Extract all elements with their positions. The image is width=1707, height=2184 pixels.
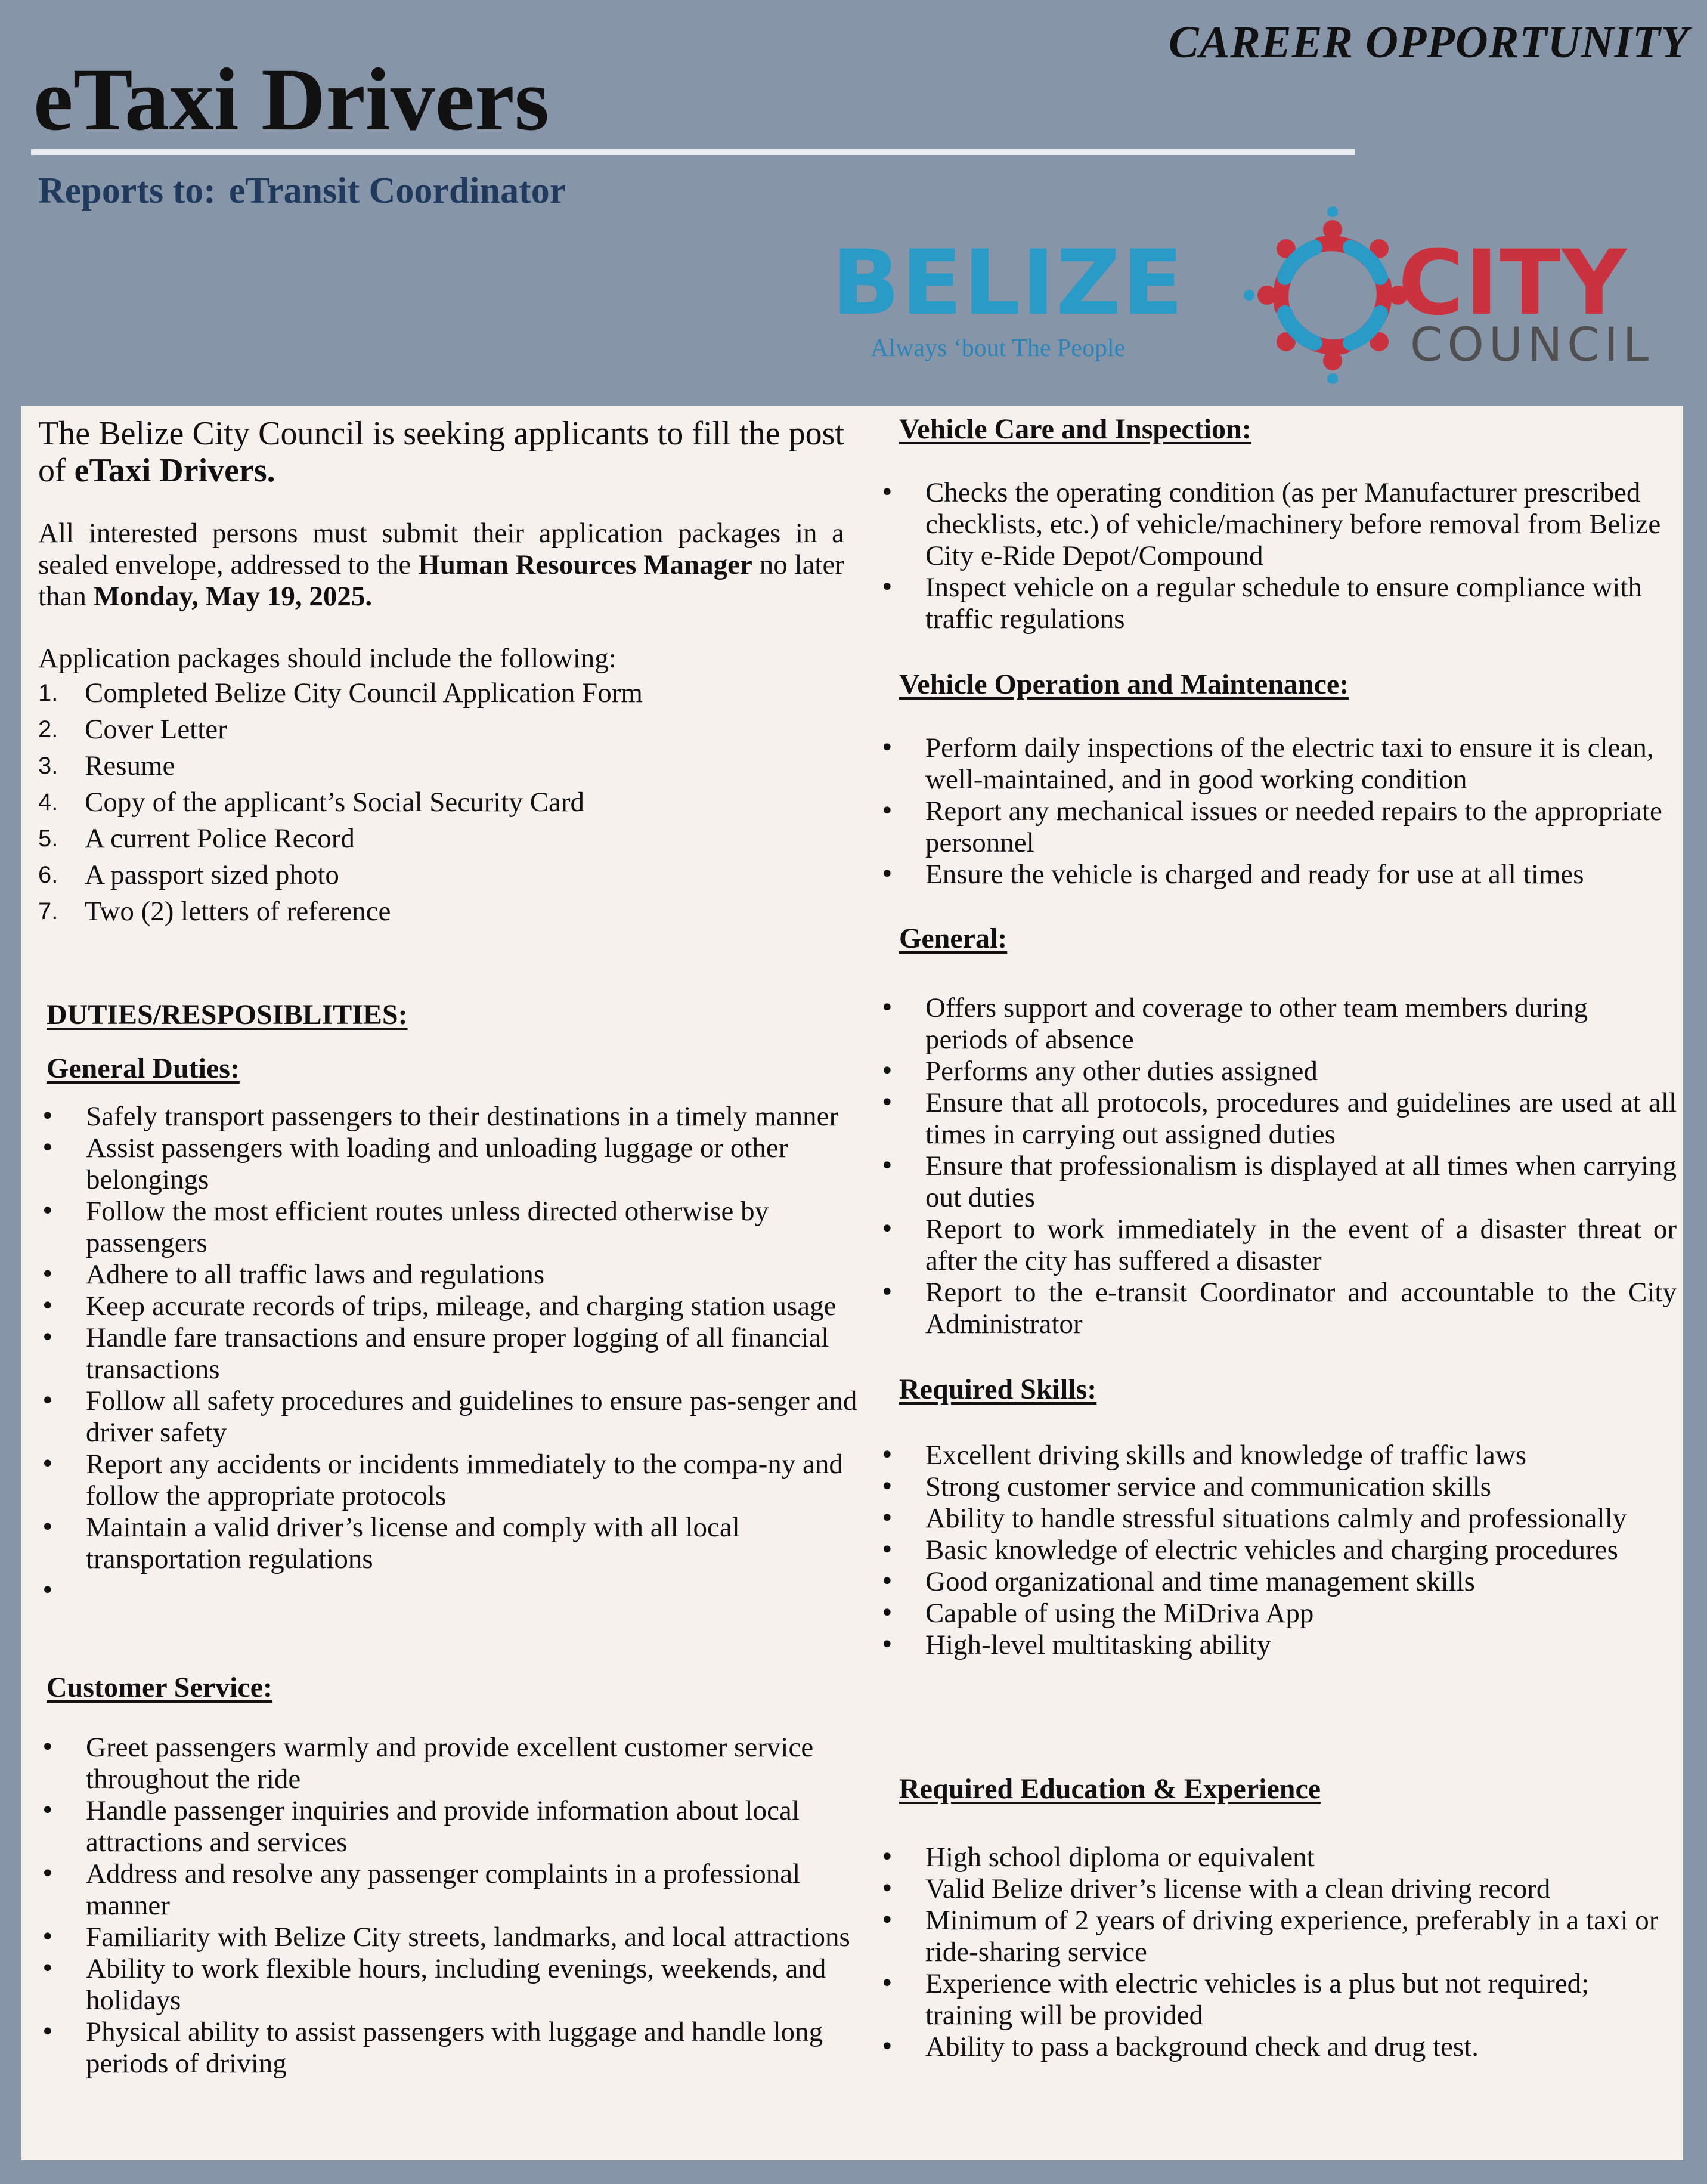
package-item [38,711,844,748]
package-item-text: Completed Belize City Council Application Form [85,678,643,709]
bullet-icon: • [880,1907,894,1934]
list-item [38,1385,885,1449]
bullet-icon: • [880,2033,894,2061]
package-item-text: Copy of the applicant’s Social Security Card [85,787,584,818]
bullet-icon: • [880,797,894,825]
package-item-number: 5. [38,825,58,852]
list-item [878,1842,1677,1873]
general-duties-heading: General Duties: [47,1053,240,1084]
list-item-text: Report any accidents or incidents immediately to the compa-ny and follow the appropriate protocols [86,1449,843,1511]
bullet-icon: • [41,1923,55,1951]
bullet-icon: • [880,1631,894,1659]
list-item [38,1512,885,1575]
list-item [878,1968,1677,2031]
bullet-icon: • [41,1955,55,1982]
bullet-icon: • [41,1514,55,1541]
list-item [878,1566,1677,1598]
list-item [38,1858,885,1922]
list-item [38,1953,885,2016]
list-item [878,1535,1677,1566]
package-item [38,893,844,930]
bullet-icon: • [880,1568,894,1595]
list-item [38,1795,885,1858]
bullet-icon: • [41,1450,55,1478]
title-divider [31,149,1355,155]
list-item-text: Experience with electric vehicles is a plus but not required; training will be provided [925,1968,1590,2031]
package-item-number: 3. [38,753,58,779]
reports-value: eTransit Coordinator [228,171,566,211]
bullet-icon: • [880,1215,894,1243]
seeking-post-name: eTaxi Drivers. [74,452,275,489]
bullet-icon: • [880,1600,894,1627]
list-item-text: Handle passenger inquiries and provide information about local attractions and services [86,1795,800,1858]
bullet-icon: • [41,1292,55,1320]
list-item-text: High-level multitasking ability [925,1629,1271,1660]
bullet-icon: • [880,1473,894,1501]
deadline-date: Monday, May 19, 2025. [93,581,373,612]
list-item [38,1449,885,1512]
list-item [878,1150,1677,1214]
list-item-text: Physical ability to assist passengers with luggage and handle long periods of driving [86,2016,823,2079]
submission-text: All interested persons must submit their application packages in a sealed envelope, addressed to the [38,518,844,580]
bullet-icon: • [880,1152,894,1180]
seeking-text: The Belize City Council is seeking applicants to fill the post of [38,415,844,489]
list-item [878,1471,1677,1503]
customer-service-heading: Customer Service: [47,1672,272,1703]
bullet-icon: • [880,1279,894,1306]
list-item [878,572,1677,635]
job-title: eTaxi Drivers [33,50,550,149]
package-item-text: Resume [85,750,175,781]
list-item-text: Report to work immediately in the event of a disaster threat or after the city has suffered a disaster [925,1214,1677,1276]
bullet-icon: • [880,861,894,888]
duties-title: DUTIES/RESPOSIBLITIES: [47,999,408,1031]
bullet-icon: • [880,1536,894,1564]
list-item [878,859,1677,890]
list-item-text: Strong customer service and communication skills [925,1471,1491,1502]
list-item [878,796,1677,859]
content-panel [21,406,1683,2160]
list-item-text: Inspect vehicle on a regular schedule to ensure compliance with traffic regulations [925,572,1642,635]
package-item [38,748,844,784]
header [0,0,1707,406]
reports-to [38,170,566,212]
list-item-text: Adhere to all traffic laws and regulations [86,1259,545,1290]
required-skills-heading: Required Skills: [899,1373,1097,1405]
list-item [878,1056,1677,1087]
list-item-text: Excellent driving skills and knowledge of traffic laws [925,1440,1527,1471]
bullet-icon: • [41,1198,55,1225]
package-item [38,675,844,711]
list-item [878,2031,1677,2063]
package-item-number: 4. [38,789,58,815]
bullet-icon: • [880,734,894,762]
packages-label: Application packages should include the following: [38,643,616,674]
vehicle-care-list [878,477,1677,635]
career-label: CAREER OPPORTUNITY [1168,17,1689,67]
education-list [878,1842,1677,2063]
bullet-icon: • [880,1875,894,1903]
bullet-icon: • [880,1089,894,1116]
list-item [38,1101,885,1133]
deadline-text: no later than [38,549,844,612]
package-item-number: 2. [38,716,58,743]
list-item-text: Follow the most efficient routes unless directed otherwise by passengers [86,1196,769,1258]
reports-label: Reports to: [38,171,216,211]
list-item [38,1259,885,1291]
list-item [878,1905,1677,1968]
list-item-text: Report to the e-transit Coordinator and accountable to the City Administrator [925,1277,1677,1340]
bullet-icon: • [880,994,894,1022]
package-item [38,784,844,821]
list-item [878,1629,1677,1661]
bullet-icon: • [880,1505,894,1532]
logo-word-council: COUNCIL [1410,318,1654,372]
submission-paragraph [38,518,844,612]
bullet-icon: • [880,574,894,601]
list-item [878,477,1677,572]
list-item-text: Ability to work flexible hours, including evenings, weekends, and holidays [86,1953,826,2016]
package-item-text: A current Police Record [85,823,355,854]
list-item-text: Ensure that all protocols, procedures and guidelines are used at all times in carrying out assigned duties [925,1087,1677,1150]
list-item [878,1277,1677,1340]
vehicle-operation-list [878,732,1677,890]
general-heading: General: [899,923,1008,954]
list-item [878,1440,1677,1471]
logo-tagline: Always ‘bout The People [870,335,1126,362]
list-item-text: Offers support and coverage to other team members during periods of absence [925,992,1588,1055]
list-item [38,2016,885,2080]
list-item [38,1922,885,1953]
bullet-icon: • [41,1103,55,1130]
list-item-text: Basic knowledge of electric vehicles and charging procedures [925,1535,1618,1566]
list-item-text: Greet passengers warmly and provide excellent customer service throughout the ride [86,1732,814,1795]
seeking-paragraph [38,415,844,489]
list-item-text: Keep accurate records of trips, mileage, and charging station usage [86,1291,837,1322]
list-item-text: High school diploma or equivalent [925,1842,1315,1873]
list-item-text: Ensure that professionalism is displayed at all times when carrying out duties [925,1150,1677,1213]
list-item [38,1291,885,1322]
list-item-text: Capable of using the MiDriva App [925,1598,1314,1629]
bullet-icon: • [41,1387,55,1415]
list-item-text: Maintain a valid driver’s license and comply with all local transportation regulations [86,1512,740,1574]
list-item-text: Ability to pass a background check and drug test. [925,2031,1479,2062]
people-circle-emblem-icon [1243,206,1422,385]
list-item-text: Valid Belize driver’s license with a clean driving record [925,1873,1551,1904]
list-item [878,1503,1677,1535]
education-heading: Required Education & Experience [899,1773,1321,1805]
customer-service-list [38,1732,885,2080]
list-item [38,1196,885,1259]
vehicle-operation-heading: Vehicle Operation and Maintenance: [899,669,1349,700]
belize-city-council-logo [826,206,1684,379]
list-item [878,1087,1677,1150]
package-item-number: 7. [38,898,58,924]
hr-manager: Human Resources Manager [418,549,752,580]
package-item [38,857,844,893]
list-item-text: Good organizational and time management skills [925,1566,1475,1597]
package-item [38,821,844,857]
list-item [38,1322,885,1385]
list-item [878,1214,1677,1277]
list-item-text: Safely transport passengers to their destinations in a timely manner [86,1101,839,1132]
list-item-text: Address and resolve any passenger complaints in a professional manner [86,1858,801,1921]
list-item [38,1133,885,1196]
list-item-text: Ability to handle stressful situations calmly and professionally [925,1503,1627,1534]
general-list [878,992,1677,1340]
list-item [878,732,1677,796]
general-duties-list [38,1101,885,1604]
list-item-text: Assist passengers with loading and unloading luggage or other belongings [86,1133,788,1195]
bullet-icon: • [880,1057,894,1085]
bullet-icon: • [880,1970,894,1997]
list-item-text: Checks the operating condition (as per Manufacturer prescribed checklists, etc.) of vehicle/machinery before removal from Belize City e-Ride Depot/Compound [925,477,1661,571]
bullet-icon: • [41,1324,55,1351]
package-item-text: Cover Letter [85,714,227,745]
list-item-text: Report any mechanical issues or needed repairs to the appropriate personnel [925,796,1662,858]
bullet-icon: • [41,1134,55,1162]
package-item-text: Two (2) letters of reference [85,896,391,927]
bullet-icon: • [41,2018,55,2046]
list-item-text: Familiarity with Belize City streets, landmarks, and local attractions [86,1922,850,1953]
bullet-icon: • [880,479,894,506]
list-item-text: Performs any other duties assigned [925,1056,1318,1087]
logo-word-belize: BELIZE [832,231,1185,335]
logo-word-city: CITY [1398,231,1628,335]
bullet-icon: • [880,1843,894,1871]
list-item [878,1598,1677,1629]
bullet-icon: • [41,1261,55,1288]
bullet-icon: • [880,1441,894,1469]
bullet-icon: • [41,1860,55,1888]
list-item [878,1873,1677,1905]
package-item-number: 6. [38,862,58,888]
vehicle-care-heading: Vehicle Care and Inspection: [899,413,1251,445]
package-item-number: 1. [38,680,58,706]
list-item [878,992,1677,1056]
bullet-icon: • [41,1734,55,1761]
bullet-icon: • [41,1577,55,1604]
required-skills-list [878,1440,1677,1661]
package-item-text: A passport sized photo [85,859,339,890]
list-item-text: Minimum of 2 years of driving experience, preferably in a taxi or ride-sharing service [925,1905,1659,1968]
list-item-text: Perform daily inspections of the electric taxi to ensure it is clean, well-maintained, and in good working condition [925,732,1654,795]
list-item-text: Follow all safety procedures and guidelines to ensure pas-senger and driver safety [86,1385,857,1448]
list-item-text: Ensure the vehicle is charged and ready for use at all times [925,859,1584,890]
list-item-text: Handle fare transactions and ensure proper logging of all financial transactions [86,1322,829,1385]
bullet-icon: • [41,1797,55,1824]
list-item [38,1732,885,1795]
package-list [38,675,844,930]
